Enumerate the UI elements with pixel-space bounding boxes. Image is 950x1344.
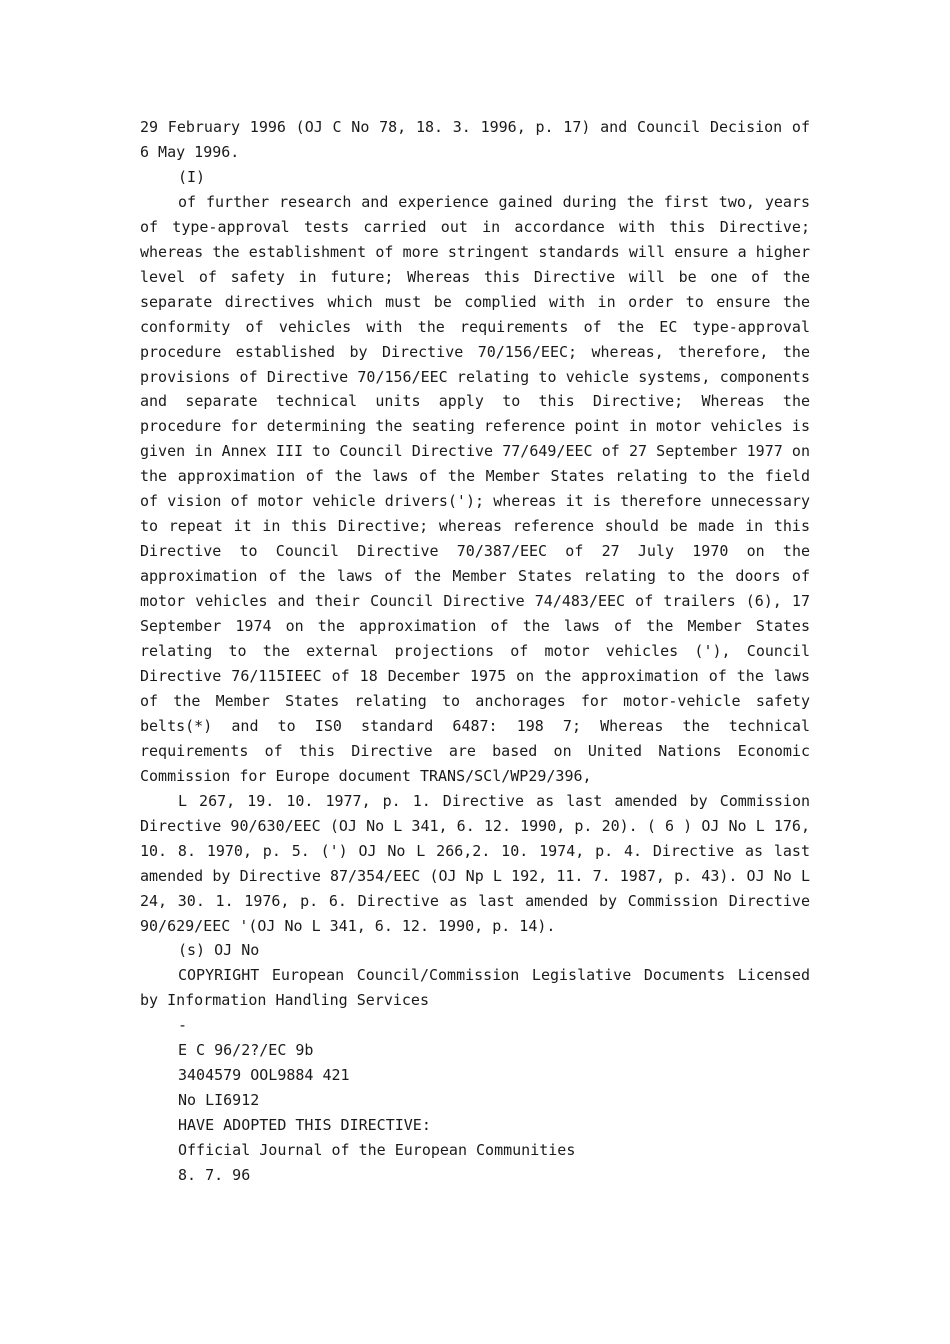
paragraph-recitals: of further research and experience gained during the first two, years of type-approval tests carried out in accordance with this Directive; whereas the establishment of more stringent standards will ensure a higher level of safety in future; Whereas this Directive will be one of the separate directives which must be complied with in order to ensure the conformity of vehicles with the requirements of the EC type-approval procedure established by Directive 70/156/EEC; whereas, therefore, the provisions of Directive 70/156/EEC relating to vehicle systems, components and separate technical units apply to this Directive; Whereas the procedure for determining the seating reference point in motor vehicles is given in Annex III to Council Directive 77/649/EEC of 27 September 1977 on the approximation of the laws of the Member States relating to the field of vision of motor vehicle drivers('); whereas it is therefore unnecessary to repeat it in this Directive; whereas reference should be made in this Directive to Council Directive 70/387/EEC of 27 July 1970 on the approximation of the laws of the Member States relating to the doors of motor vehicles and their Council Directive 74/483/EEC of trailers (6), 17 September 1974 on the approximation of the laws of the Member States relating to the external projections of motor vehicles ('), Council Directive 76/115IEEC of 18 December 1975 on the approximation of the laws of the Member States relating to anchorages for motor-vehicle safety belts(*) and to IS0 standard 6487: 198 7; Whereas the technical requirements of this Directive are based on United Nations Economic Commission for Europe document TRANS/SCl/WP29/396,	[140, 192, 810, 785]
paragraph-footnotes: L 267, 19. 10. 1977, p. 1. Directive as last amended by Commission Directive 90/630/EEC (OJ No L 341, 6. 12. 1990, p. 20). ( 6 ) OJ No L 176, 10. 8. 1970, p. 5. (') OJ No L 266,2. 10. 1974, p. 4. Directive as last amended by Directive 87/354/EEC (OJ Np L 192, 11. 7. 1987, p. 43). OJ No L 24, 30. 1. 1976, p. 6. Directive as last amended by Commission Directive 90/629/EEC '(OJ No L 341, 6. 12. 1990, p. 14).	[140, 791, 810, 935]
barcode-number: 3404579 OOL9884 421	[178, 1066, 350, 1085]
journal-number: No LI6912	[178, 1091, 260, 1110]
paragraph-marker: (I)	[178, 167, 206, 186]
document-page	[140, 115, 810, 1188]
copyright-notice: COPYRIGHT European Council/Commission Legislative Documents Licensed by Information Handling Services	[140, 966, 810, 1010]
document-code: E C 96/2?/EC 9b	[178, 1041, 314, 1060]
dash-line: -	[178, 1016, 188, 1035]
journal-title: Official Journal of the European Communities	[178, 1141, 576, 1160]
paragraph-opening: 29 February 1996 (OJ C No 78, 18. 3. 1996, p. 17) and Council Decision of 6 May 1996.	[140, 118, 810, 161]
footnote-marker: (s) OJ No	[178, 941, 260, 960]
adopted-statement: HAVE ADOPTED THIS DIRECTIVE:	[178, 1116, 431, 1135]
journal-date: 8. 7. 96	[178, 1166, 251, 1185]
